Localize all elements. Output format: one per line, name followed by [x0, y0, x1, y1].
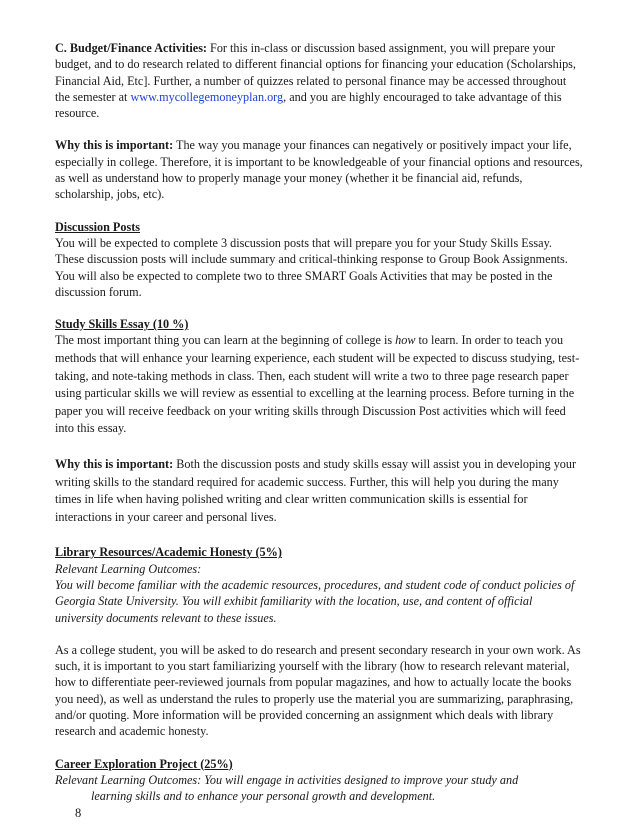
library-outcomes-label: Relevant Learning Outcomes: [55, 561, 202, 576]
why-important-finance [55, 137, 583, 202]
essay-text [55, 332, 583, 438]
library-heading: Library Resources/Academic Honesty (5%) [55, 545, 282, 560]
budget-text-2: , and you are highly encouraged to take advantage of this resource. [55, 89, 562, 121]
budget-text-1: For this in-class or discussion based assignment, you will prepare your budget, and to do research related to different financial options for financing your education (Scholarships, Financial Aid, Etc]. Further, a number of quizzes related to personal finance may be accessed throughout the semester at [55, 41, 576, 104]
budget-label: C. Budget/Finance Activities: [55, 41, 207, 55]
budget-link[interactable]: www.mycollegemoneyplan.org [130, 89, 284, 104]
career-heading: Career Exploration Project (25%) [55, 756, 233, 771]
library-outcomes-text: You will become familiar with the academic resources, procedures, and student code of conduct policies of Georgia State University. You will exhibit familiarity with the location, use, and content of official university documents relevant to these issues. [55, 577, 575, 625]
why-important-essay [55, 456, 583, 526]
why-label-1: Why this is important: [55, 138, 174, 153]
discussion-heading: Discussion Posts [55, 219, 140, 234]
career-outcomes-line-2: learning skills and to enhance your personal growth and development. [91, 789, 436, 804]
why-label-2: Why this is important: [55, 457, 174, 472]
why-text-2: Both the discussion posts and study skills essay will assist you in developing your writing skills to the standard required for academic success. Further, this will help you during the many times in life when having polished writing and clear written communication skills is essential for interactions in your career and personal lives. [55, 457, 577, 524]
discussion-text: You will be expected to complete 3 discussion posts that will prepare you for your Study Skills Essay. These discussion posts will include summary and critical-thinking response to Group Book Assignments. You will also be expected to complete two to three SMART Goals Activities that may be posted in the discussion forum. [55, 235, 568, 299]
why-text-1: The way you manage your finances can negatively or positively impact your life, especially in college. Therefore, it is important to be knowledgeable of your financial options and resources, as well as understand how to properly manage your money (whether it be financial aid, refunds, scholarship, jobs, etc). [55, 138, 583, 202]
essay-text-2: to learn. In order to teach you methods that will enhance your learning experience, each student will be expected to discuss studying, test-taking, and note-taking methods in class. Then, each student will write a two to three page research paper using particular skills we will review as essential to excelling at the learning process. Before turning in the paper you will receive feedback on your writing skills through Discussion Post activities which will feed into this essay. [55, 333, 580, 436]
budget-paragraph [55, 40, 583, 121]
essay-heading: Study Skills Essay (10 %) [55, 317, 189, 332]
document-page [55, 40, 583, 805]
page-number: 8 [75, 806, 82, 820]
library-text: As a college student, you will be asked to do research and present secondary research in your own work. As such, it is important to you start familiarizing yourself with the library (how to research relevant material, how to differentiate peer-reviewed journals from popular magazines, and how to actually locate the books you need), as well as understand the rules to properly use the material you are summarizing, paraphrasing, and/or quoting. More information will be provided concerning an assignment which deals with library research and academic honesty. [55, 642, 581, 739]
career-outcomes-line-1: Relevant Learning Outcomes: You will engage in activities designed to improve your study and [55, 772, 519, 787]
essay-text-1: The most important thing you can learn at the beginning of college is [55, 333, 396, 348]
essay-emphasis: how [395, 333, 416, 348]
